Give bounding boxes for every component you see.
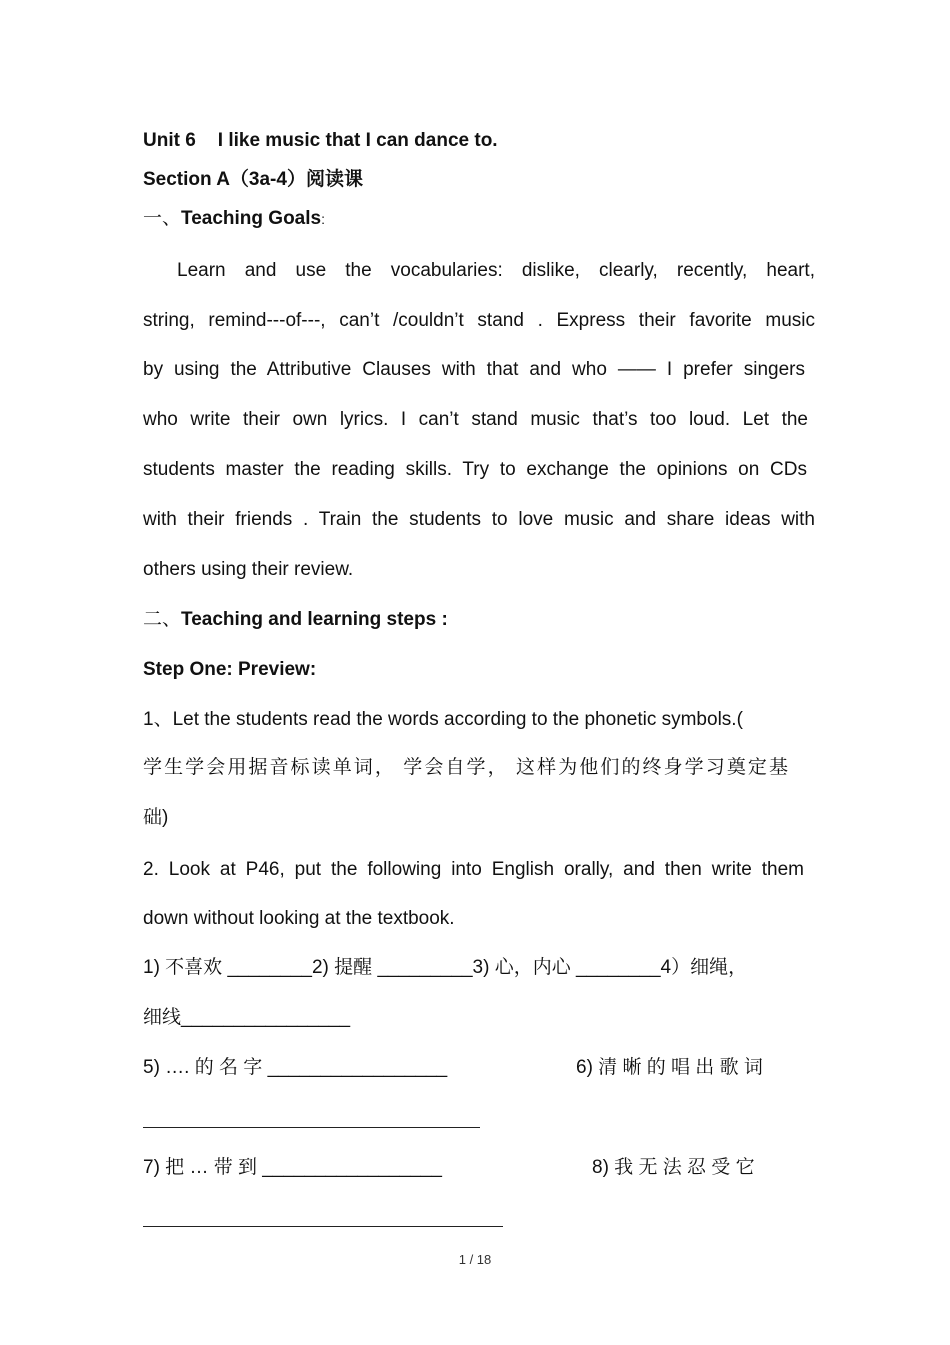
goals-paragraph-line: who write their own lyrics. I can’t stand music that’s too loud. Let the [143,409,808,430]
vocab-item-8: 8) 我 无 法 忍 受 它 [592,1157,755,1178]
unit-title-text: I like music that I can dance to. [217,130,498,151]
goals-heading-text: Teaching Goals [181,208,322,229]
steps-heading [143,608,448,632]
goals-paragraph-line: string, remind---of---, can’t /couldn’t stand . Express their favorite music [143,310,815,331]
page-number: 1 / 18 [458,1252,492,1267]
vocab-item-6: 6) 清 晰 的 唱 出 歌 词 [576,1057,763,1078]
goals-paragraph-line: with their friends . Train the students to love music and share ideas with [143,509,815,530]
unit-title [143,129,498,153]
goals-heading [143,207,325,231]
steps-heading-number: 二、 [143,609,182,630]
goals-heading-colon: : [321,211,325,227]
goals-paragraph-line: others using their review. [143,559,354,580]
preview-item-1: 1、Let the students read the words according to the phonetic symbols.( [143,709,743,730]
vocab-row-1: 1) 不喜欢 ________2) 提醒 _________3) 心，内心 ________4）细绳， [143,957,748,978]
steps-heading-text: Teaching and learning steps : [181,609,448,630]
goals-paragraph-line: students master the reading skills. Try to exchange the opinions on CDs [143,459,807,480]
vocab-item-5: 5) …. 的 名 字 _________________ [143,1057,448,1078]
preview-item-1-chinese: 学生学会用据音标读单词， 学会自学， 这样为他们的终身学习奠定基 [143,757,788,778]
step-one-heading: Step One: Preview: [143,659,317,680]
goals-paragraph-line: by using the Attributive Clauses with that and who —— I prefer singers [143,359,805,380]
preview-item-1-chinese-end: 础) [143,807,169,828]
preview-item-2-cont: down without looking at the textbook. [143,908,455,929]
answer-blank[interactable] [143,1226,503,1227]
answer-blank[interactable] [143,1127,480,1128]
goals-heading-number: 一、 [143,208,182,229]
document-page [143,0,818,1345]
section-title [143,168,363,192]
vocab-item-7: 7) 把 … 带 到 _________________ [143,1157,442,1178]
preview-item-2: 2. Look at P46, put the following into English orally, and then write them [143,859,804,880]
section-title-text: Section A（3a-4）阅读课 [143,169,363,190]
goals-paragraph-line: Learn and use the vocabularies: dislike, clearly, recently, heart, [177,260,815,281]
unit-number: Unit 6 [143,130,196,151]
vocab-row-1-cont: 细线________________ [143,1007,351,1028]
